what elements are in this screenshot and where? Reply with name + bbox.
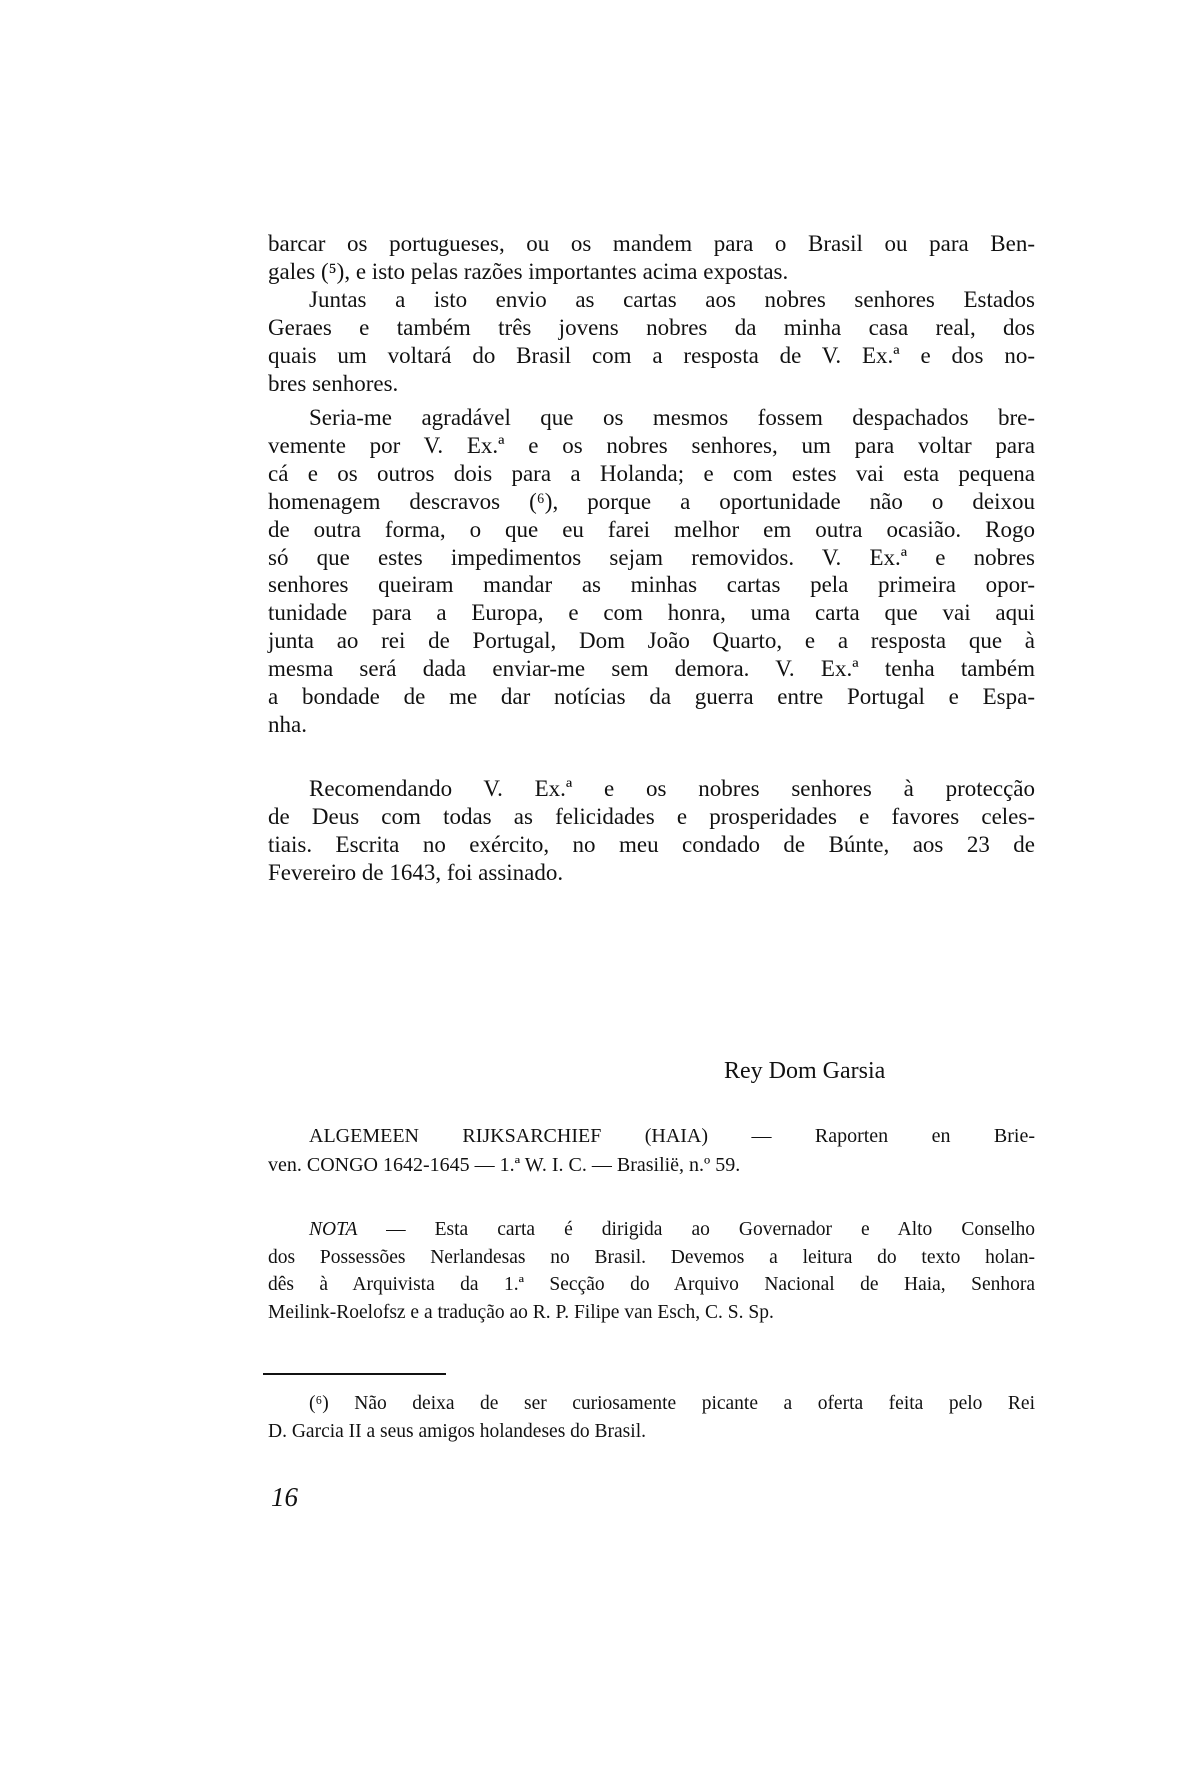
text-line: vemente por V. Ex.ª e os nobres senhores, um para voltar para <box>268 432 1035 458</box>
text-line: gales (⁵), e isto pelas razões importantes acima expostas. <box>268 258 789 284</box>
text-line-content: — Esta carta é dirigida ao Governador e Alto Conselho <box>386 1219 1035 1240</box>
text-line: quais um voltará do Brasil com a resposta de V. Ex.ª e dos no- <box>268 342 1035 368</box>
text-line: bres senhores. <box>268 370 399 396</box>
text-line: dos Possessões Nerlandesas no Brasil. Devemos a leitura do texto holan- <box>268 1246 1035 1268</box>
text-line: Seria-me agradável que os mesmos fossem despachados bre- <box>309 405 1035 430</box>
text-line: dês à Arquivista da 1.ª Secção do Arquivo Nacional de Haia, Senhora <box>268 1274 1035 1295</box>
text-line: a bondade de me dar notícias da guerra entre Portugal e Espa- <box>268 684 1035 710</box>
archive-reference <box>268 1122 1035 1180</box>
text-line <box>268 1216 1035 1244</box>
nota-paragraph <box>268 1216 1035 1326</box>
text-line: ALGEMEEN RIJKSARCHIEF (HAIA) — Raporten en Brie- <box>309 1125 1035 1147</box>
text-line: Recomendando V. Ex.ª e os nobres senhores à protecção <box>309 776 1035 801</box>
footnote-divider <box>263 1373 446 1375</box>
text-line: homenagem descravos (⁶), porque a oportunidade não o deixou <box>268 488 1035 514</box>
text-line: Juntas a isto envio as cartas aos nobres senhores Estados <box>309 287 1035 312</box>
text-line: junta ao rei de Portugal, Dom João Quarto, e a resposta que à <box>268 628 1035 654</box>
text-line: senhores queiram mandar as minhas cartas pela primeira opor- <box>268 572 1035 598</box>
page-number: 16 <box>271 1482 298 1512</box>
text-line: ven. CONGO 1642-1645 — 1.ª W. I. C. — Brasilië, n.º 59. <box>268 1154 741 1176</box>
paragraph-recomendando <box>268 775 1035 887</box>
paragraph-juntas <box>268 286 1035 398</box>
text-line: barcar os portugueses, ou os mandem para o Brasil ou para Ben- <box>268 231 1035 256</box>
text-line: tunidade para a Europa, e com honra, uma carta que vai aqui <box>268 600 1035 626</box>
text-line: Geraes e também três jovens nobres da minha casa real, dos <box>268 314 1035 340</box>
signature: Rey Dom Garsia <box>724 1058 886 1084</box>
paragraph-seria <box>268 404 1035 739</box>
text-line: (⁶) Não deixa de ser curiosamente picante a oferta feita pelo Rei <box>309 1393 1035 1414</box>
text-line: D. Garcia II a seus amigos holandeses do Brasil. <box>268 1420 646 1442</box>
paragraph-continuation <box>268 230 1035 286</box>
footnote <box>268 1390 1035 1445</box>
text-line: Fevereiro de 1643, foi assinado. <box>268 859 564 885</box>
text-line: Meilink-Roelofsz e a tradução ao R. P. Filipe van Esch, C. S. Sp. <box>268 1301 774 1323</box>
text-line: nha. <box>268 711 307 737</box>
text-line: de Deus com todas as felicidades e prosperidades e favores celes- <box>268 803 1035 829</box>
text-line: cá e os outros dois para a Holanda; e com estes vai esta pequena <box>268 460 1035 486</box>
text-line: mesma será dada enviar-me sem demora. V. Ex.ª tenha também <box>268 656 1035 682</box>
text-line: tiais. Escrita no exército, no meu condado de Búnte, aos 23 de <box>268 831 1035 857</box>
text-line: de outra forma, o que eu farei melhor em outra ocasião. Rogo <box>268 516 1035 542</box>
nota-label: NOTA <box>309 1219 387 1240</box>
text-line: só que estes impedimentos sejam removidos. V. Ex.ª e nobres <box>268 544 1035 570</box>
